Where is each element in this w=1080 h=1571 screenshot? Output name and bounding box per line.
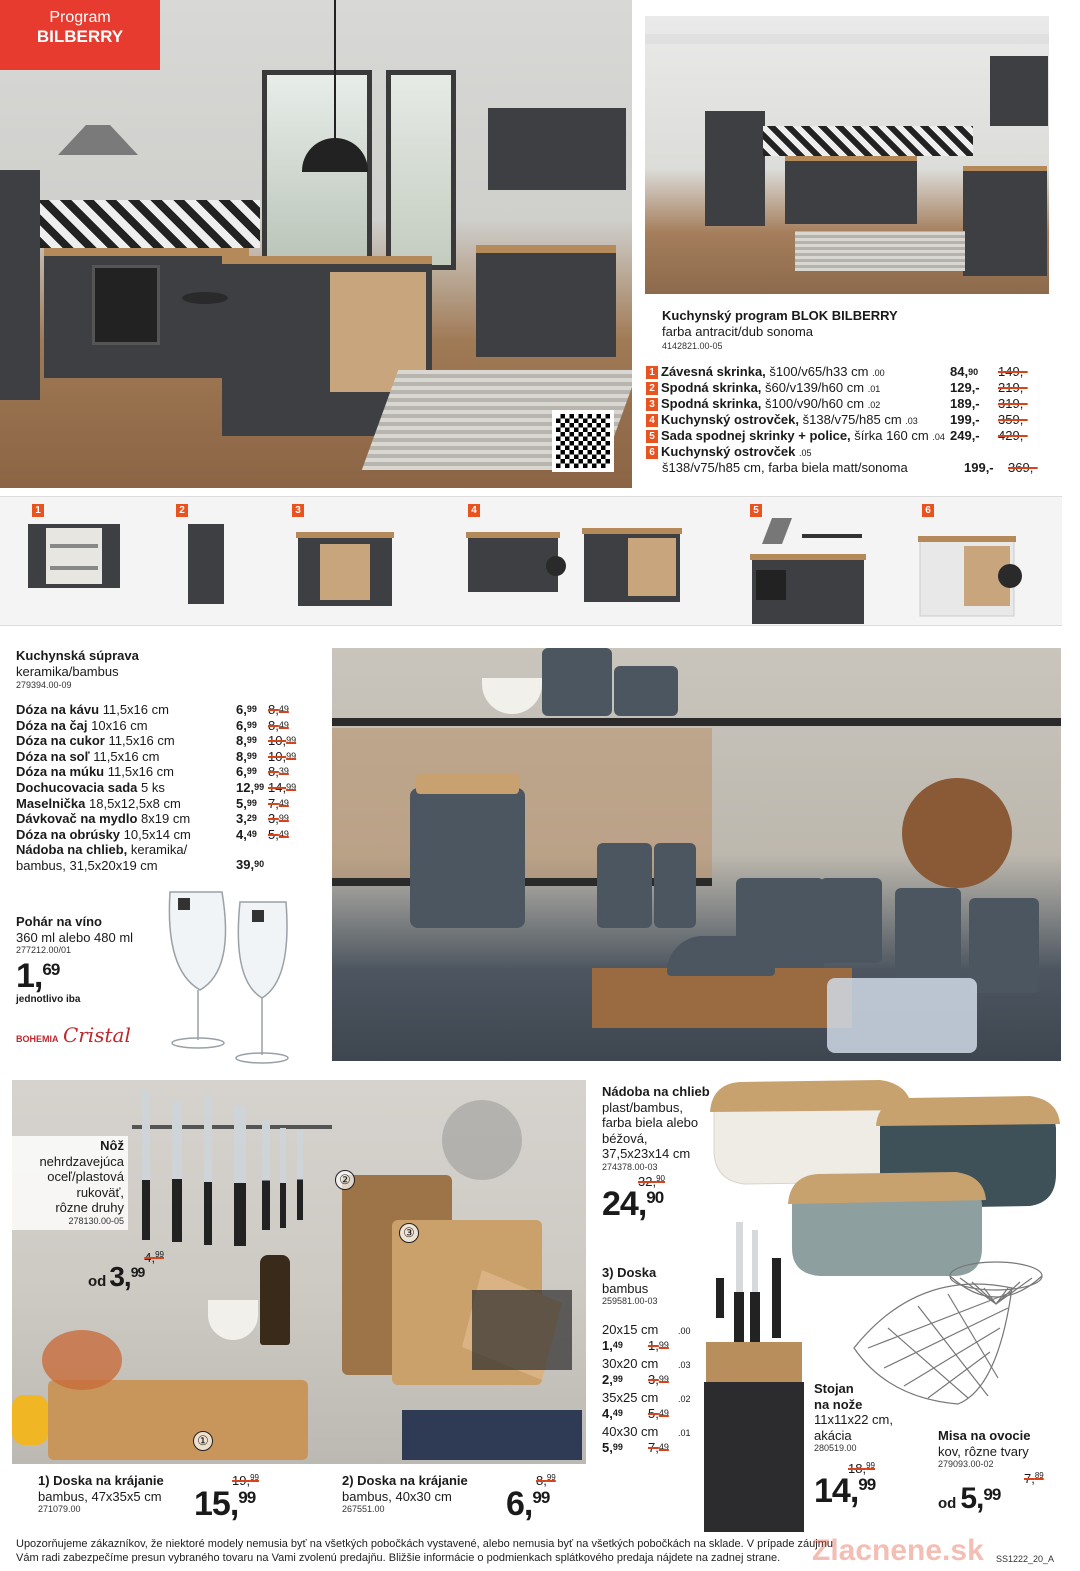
knife-title: Nôž bbox=[100, 1138, 124, 1153]
bowl-spec: kov, rôzne tvary bbox=[938, 1443, 1029, 1459]
knife-price: 4,99 od 3,99 bbox=[88, 1250, 164, 1292]
thumbnail-number: 1 bbox=[32, 504, 44, 517]
wine-glass-info bbox=[16, 914, 176, 1047]
wine-note: jednotlivo iba bbox=[16, 994, 81, 1005]
board2-code: 267551.00 bbox=[342, 1504, 385, 1514]
board3-size: 35x25 cm .02 4,49 5,49 bbox=[602, 1390, 691, 1421]
stand-spec1: 11x11x22 cm, bbox=[814, 1412, 894, 1427]
bread-box-code: 274378.00-03 bbox=[602, 1161, 658, 1172]
item-number-badge: 4 bbox=[646, 414, 658, 427]
footer-line1: Upozorňujeme zákazníkov, že niektoré modely nemusia byť na všetkých pobočkách vystavené, alebo nemusia byť na všetkých pobočkách na sklade. V prípade záujmu bbox=[16, 1538, 833, 1550]
item-number-badge: 6 bbox=[646, 446, 658, 459]
item-name: Kuchynský ostrovček bbox=[661, 444, 796, 459]
item-spec: š100/v90/h60 cm bbox=[765, 396, 865, 411]
kitchen-item bbox=[646, 380, 1054, 396]
set-row: Dávkovač na mydlo 8x19 cm 3,29 3,99 bbox=[16, 811, 289, 827]
module-thumbnail-5 bbox=[742, 502, 882, 622]
item-price: 189,- bbox=[950, 396, 980, 411]
thumbnail-number: 3 bbox=[292, 504, 304, 517]
knife-desc-line: rôzne druhy bbox=[55, 1200, 124, 1215]
bread-spec1: keramika/ bbox=[130, 842, 188, 858]
item-old-price: 429,- bbox=[998, 428, 1028, 443]
board1-code: 271079.00 bbox=[38, 1504, 81, 1514]
bread-price: 39,90 bbox=[236, 857, 265, 873]
set-row: Dochucovacia sada 5 ks 12,99 14,99 bbox=[16, 779, 297, 795]
kitchen-color: farba antracit/dub sonoma bbox=[662, 323, 814, 339]
board3-size: 40x30 cm .01 5,99 7,49 bbox=[602, 1424, 691, 1455]
board2-label: 2) Doska na krájanie bbox=[342, 1473, 468, 1488]
item-price: 249,- bbox=[950, 428, 980, 443]
item-price: 199,- bbox=[950, 412, 980, 427]
board3-info bbox=[602, 1265, 702, 1458]
item6-price: 199,- bbox=[964, 460, 994, 475]
item-old-price: 359,- bbox=[998, 412, 1028, 427]
item-name: Spodná skrinka, bbox=[661, 396, 762, 411]
kitchen-price-list bbox=[646, 364, 1054, 476]
kitchen-item bbox=[646, 444, 1054, 460]
bread-name: Nádoba na chlieb, bbox=[16, 842, 128, 858]
bread-box-desc-line: farba biela alebo bbox=[602, 1115, 699, 1130]
item-old-price: 219,- bbox=[998, 380, 1028, 395]
board2-price: 6,99 bbox=[506, 1485, 550, 1523]
bread-box-desc-line: béžová, bbox=[602, 1130, 648, 1146]
kitchen-main-photo bbox=[0, 0, 632, 488]
item-suffix: .00 bbox=[872, 368, 885, 378]
kitchen-secondary-photo bbox=[645, 16, 1049, 294]
item6-line2: š138/v75/h85 cm, farba biela matt/sonoma bbox=[662, 460, 908, 475]
set-material: keramika/bambus bbox=[16, 663, 119, 679]
wine-spec: 360 ml alebo 480 ml bbox=[16, 929, 134, 945]
item-suffix: .03 bbox=[905, 416, 918, 426]
board3-size: 30x20 cm .03 2,99 3,99 bbox=[602, 1356, 691, 1387]
board1-price: 15,99 bbox=[194, 1485, 256, 1523]
thumbnail-number: 2 bbox=[176, 504, 188, 517]
kitchen-set-info bbox=[16, 648, 316, 690]
board2-info bbox=[342, 1473, 587, 1523]
badge-line2: BILBERRY bbox=[36, 27, 124, 46]
item-number-badge: 2 bbox=[646, 382, 658, 395]
set-title: Kuchynská súprava bbox=[16, 648, 139, 663]
set-price-table bbox=[16, 702, 316, 874]
wine-glasses-image bbox=[160, 880, 300, 1075]
item-suffix: .04 bbox=[932, 432, 945, 442]
bohemia-logo: BOHEMIA Cristal bbox=[16, 1023, 131, 1047]
item-name: Sada spodnej skrinky + police, bbox=[661, 428, 851, 443]
item-price: 84,90 bbox=[950, 364, 979, 379]
knife-desc-line: nehrdzavejúca bbox=[39, 1153, 124, 1169]
bread-box-price: 24,90 bbox=[602, 1184, 664, 1223]
item-name: Kuchynský ostrovček, bbox=[661, 412, 800, 427]
bowl-code: 279093.00-02 bbox=[938, 1459, 994, 1469]
wine-price: 1,69 bbox=[16, 957, 60, 995]
module-thumbnail-2 bbox=[168, 502, 238, 622]
kitchen-item bbox=[646, 396, 1054, 412]
ceramic-set-photo bbox=[332, 648, 1061, 1061]
item-suffix: .01 bbox=[867, 384, 881, 394]
stand-spec2: akácia bbox=[814, 1427, 852, 1443]
mark-2: ② bbox=[335, 1170, 355, 1190]
set-row: Dóza na obrúsky 10,5x14 cm 4,49 5,49 bbox=[16, 826, 289, 842]
item-suffix: .02 bbox=[867, 400, 881, 410]
module-thumbnail-1 bbox=[24, 502, 124, 622]
bread-spec2: bambus, 31,5x20x19 cm bbox=[16, 857, 158, 873]
item-old-price: 149,- bbox=[998, 364, 1028, 379]
board1-spec: bambus, 47x35x5 cm bbox=[38, 1488, 162, 1504]
knife-info bbox=[12, 1136, 128, 1230]
bowl-old: 7,89 bbox=[1024, 1471, 1044, 1486]
board3-size: 20x15 cm .00 1,49 1,99 bbox=[602, 1322, 691, 1353]
stand-old: 18,99 bbox=[848, 1461, 875, 1476]
kitchen-item bbox=[646, 364, 1054, 380]
item-suffix: .05 bbox=[799, 448, 812, 458]
stand-code: 280519.00 bbox=[814, 1443, 857, 1453]
thumbnail-number: 5 bbox=[750, 504, 762, 517]
board2-old: 8,99 bbox=[536, 1473, 556, 1488]
watermark: Zlacnene.sk bbox=[812, 1534, 984, 1567]
item-number-badge: 1 bbox=[646, 366, 658, 379]
item-old-price: 319,- bbox=[998, 396, 1028, 411]
board1-info bbox=[38, 1473, 338, 1523]
set-code: 279394.00-09 bbox=[16, 680, 72, 690]
module-thumbnail-4 bbox=[460, 502, 700, 622]
stand-title2: na nože bbox=[814, 1396, 863, 1412]
item-spec: š100/v65/h33 cm bbox=[769, 364, 869, 379]
knife-desc-line: oceľ/plastová bbox=[47, 1169, 124, 1184]
item-price: 129,- bbox=[950, 380, 980, 395]
footer-line2: Vám radi zabezpečíme presun vybraného tovaru na Vami zvolenú predajňu. Bližšie informácie o podmienkach splátkového predaja nájdete na zadnej strane. bbox=[16, 1551, 781, 1564]
stand-price: 14,99 bbox=[814, 1472, 876, 1510]
thumbnail-number: 6 bbox=[922, 504, 934, 517]
board1-old: 19,99 bbox=[232, 1473, 259, 1488]
board3-material: bambus bbox=[602, 1280, 649, 1296]
bread-box-title: Nádoba na chlieb bbox=[602, 1084, 710, 1099]
board1-label: 1) Doska na krájanie bbox=[38, 1473, 164, 1488]
kitchen-item bbox=[646, 412, 1054, 428]
knife-code: 278130.00-05 bbox=[68, 1215, 124, 1226]
set-row: Dóza na kávu 11,5x16 cm 6,99 8,49 bbox=[16, 702, 289, 717]
kitchen-code: 4142821.00-05 bbox=[662, 341, 723, 351]
item-spec: šírka 160 cm bbox=[854, 428, 929, 443]
stand-title1: Stojan bbox=[814, 1381, 854, 1396]
item-name: Závesná skrinka, bbox=[661, 364, 766, 379]
item-number-badge: 3 bbox=[646, 398, 658, 411]
knife-desc-line: rukoväť, bbox=[76, 1184, 124, 1200]
item-spec: š138/v75/h85 cm bbox=[802, 412, 902, 427]
item-number-badge: 5 bbox=[646, 430, 658, 443]
set-row: Dóza na cukor 11,5x16 cm 8,99 10,99 bbox=[16, 733, 297, 749]
knife-block-image bbox=[700, 1218, 808, 1536]
module-thumbnail-6 bbox=[914, 502, 1044, 622]
thumbnail-number: 4 bbox=[468, 504, 480, 517]
item-name: Spodná skrinka, bbox=[661, 380, 762, 395]
bowl-price: od 5,99 bbox=[938, 1482, 1001, 1515]
bread-box-desc-line: plast/bambus, bbox=[602, 1099, 683, 1115]
page-code: SS1222_20_A bbox=[996, 1554, 1055, 1564]
module-thumbnail-3 bbox=[284, 502, 404, 622]
qr-code[interactable] bbox=[552, 410, 614, 472]
item-spec: š60/v139/h60 cm bbox=[765, 380, 865, 395]
board3-title: 3) Doska bbox=[602, 1265, 657, 1280]
program-badge bbox=[0, 0, 160, 70]
board3-code: 259581.00-03 bbox=[602, 1296, 658, 1306]
item6-old-price: 369,- bbox=[1008, 460, 1038, 475]
wine-title: Pohár na víno bbox=[16, 914, 102, 929]
badge-line1: Program bbox=[49, 9, 111, 26]
fruit-bowl-image bbox=[848, 1248, 1058, 1418]
kitchen-program-info bbox=[662, 308, 1057, 351]
board2-spec: bambus, 40x30 cm bbox=[342, 1488, 452, 1504]
set-row: Dóza na soľ 11,5x16 cm 8,99 10,99 bbox=[16, 748, 297, 764]
mark-3: ③ bbox=[399, 1223, 419, 1243]
bowl-title: Misa na ovocie bbox=[938, 1428, 1031, 1443]
set-row: Dóza na múku 11,5x16 cm 6,99 8,39 bbox=[16, 764, 289, 780]
mark-1: ① bbox=[193, 1431, 213, 1451]
fruit-bowl-info bbox=[938, 1428, 1058, 1516]
kitchen-title: Kuchynský program BLOK BILBERRY bbox=[662, 308, 898, 323]
bread-box-desc-line: 37,5x23x14 cm bbox=[602, 1146, 691, 1161]
set-row: Maselnička 18,5x12,5x8 cm 5,99 7,49 bbox=[16, 795, 289, 811]
set-row: Dóza na čaj 10x16 cm 6,99 8,49 bbox=[16, 717, 289, 733]
bread-box-old: 32,90 bbox=[638, 1173, 665, 1189]
wine-code: 277212.00/01 bbox=[16, 945, 72, 955]
kitchen-item bbox=[646, 428, 1054, 444]
